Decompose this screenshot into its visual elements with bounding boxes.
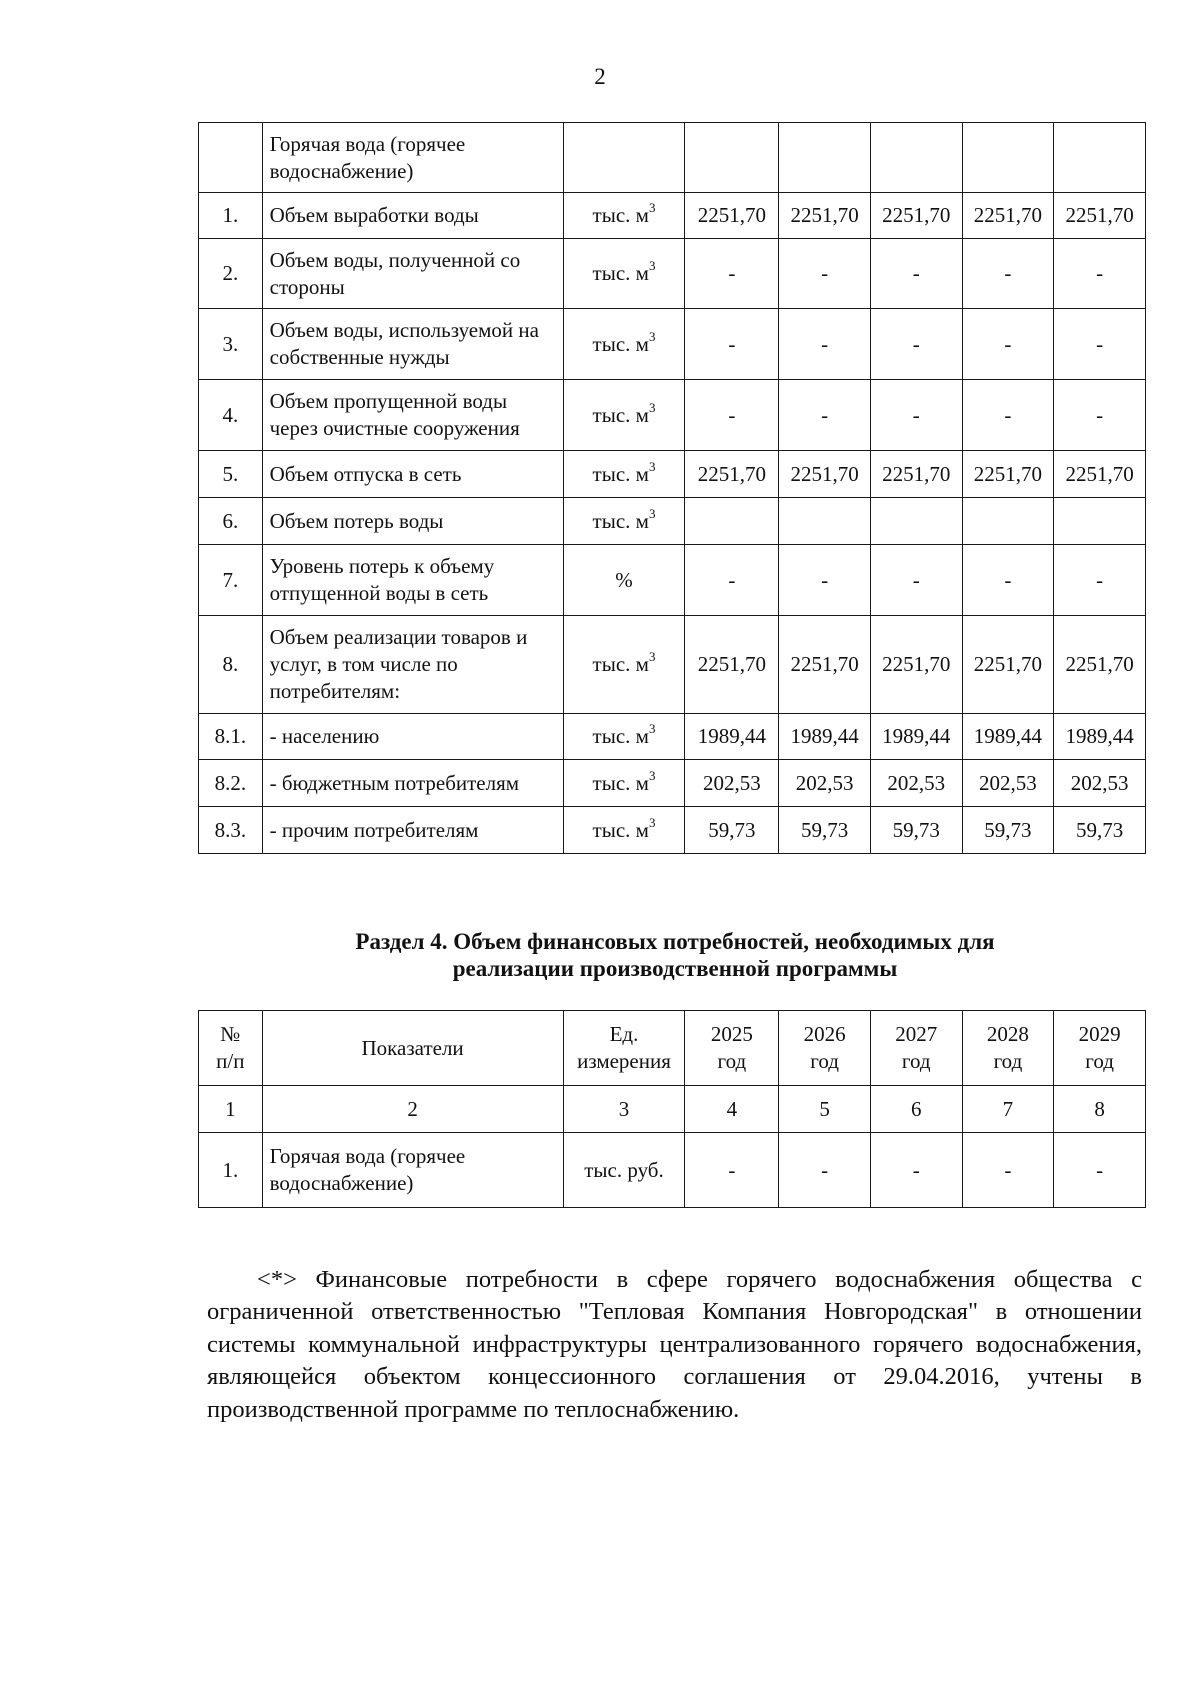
row-number: 2. <box>199 239 263 309</box>
production-volume-table <box>198 122 1146 854</box>
value-2029: - <box>1054 545 1146 616</box>
table-row <box>199 498 1146 545</box>
column-index: 2 <box>262 1086 563 1133</box>
table-row <box>199 807 1146 854</box>
indicator-name: - прочим потребителям <box>262 807 563 854</box>
header-unit: Ед. измерения <box>563 1011 685 1086</box>
header-indicators: Показатели <box>262 1011 563 1086</box>
indicator-name: Горячая вода (горячее водоснабжение) <box>262 1133 563 1208</box>
section-4-title <box>150 928 1200 982</box>
value-2026: 2251,70 <box>779 451 871 498</box>
column-index: 6 <box>870 1086 962 1133</box>
unit-text: тыс. м <box>592 461 649 486</box>
indicator-name: Объем пропущенной воды через очистные сооружения <box>262 380 563 451</box>
value-2026: - <box>779 545 871 616</box>
value-2027: - <box>870 239 962 309</box>
unit-text: тыс. м <box>592 508 649 533</box>
indicator-name: Объем воды, полученной со стороны <box>262 239 563 309</box>
value-2026: - <box>779 1133 871 1208</box>
table-row <box>199 760 1146 807</box>
value-2025: - <box>685 545 779 616</box>
value-2026 <box>779 498 871 545</box>
value-2027: 59,73 <box>870 807 962 854</box>
value-2026: - <box>779 309 871 380</box>
column-index: 1 <box>199 1086 263 1133</box>
value-2029: - <box>1054 1133 1146 1208</box>
unit-cell <box>563 545 685 616</box>
table-row <box>199 193 1146 239</box>
value-2026: 202,53 <box>779 760 871 807</box>
value-2029: 2251,70 <box>1054 616 1146 714</box>
unit-text: % <box>615 567 633 592</box>
column-index: 4 <box>685 1086 779 1133</box>
financial-needs-table <box>198 1010 1146 1208</box>
value-2028: 59,73 <box>962 807 1054 854</box>
section-title-line-2: реализации производственной программы <box>452 956 898 981</box>
unit-text: тыс. м <box>592 724 649 748</box>
value-2027: - <box>870 545 962 616</box>
value-2025: - <box>685 309 779 380</box>
unit-cell: тыс. руб. <box>563 1133 685 1208</box>
unit-cell <box>563 760 685 807</box>
row-number: 4. <box>199 380 263 451</box>
unit-cell <box>563 380 685 451</box>
value-2028: 2251,70 <box>962 193 1054 239</box>
unit-superscript: 3 <box>648 200 656 215</box>
indicator-name: Объем потерь воды <box>262 498 563 545</box>
unit-text: тыс. м <box>592 770 649 795</box>
value-2028: 2251,70 <box>962 451 1054 498</box>
table-row <box>199 239 1146 309</box>
value-2029: - <box>1054 239 1146 309</box>
unit-text: тыс. м <box>592 817 649 842</box>
value-2029: - <box>1054 380 1146 451</box>
indicator-name: Объем выработки воды <box>262 193 563 239</box>
row-number: 1. <box>199 1133 263 1208</box>
row-number: 8.2. <box>199 760 263 807</box>
unit-text: тыс. м <box>592 261 649 285</box>
value-2027: 1989,44 <box>870 714 962 760</box>
unit-text: тыс. м <box>592 402 649 427</box>
column-index: 8 <box>1054 1086 1146 1133</box>
header-year-2028: 2028 год <box>962 1011 1054 1086</box>
row-number: 3. <box>199 309 263 380</box>
value-2029: 2251,70 <box>1054 451 1146 498</box>
value-2025: 1989,44 <box>685 714 779 760</box>
table-row <box>199 451 1146 498</box>
value-2029: 1989,44 <box>1054 714 1146 760</box>
table-header-row <box>199 1011 1146 1086</box>
unit-superscript: 3 <box>648 458 656 474</box>
value-2026: - <box>779 380 871 451</box>
table-row <box>199 545 1146 616</box>
unit-text: тыс. м <box>592 331 649 356</box>
header-year-2025: 2025 год <box>685 1011 779 1086</box>
row-number: 5. <box>199 451 263 498</box>
unit-cell <box>563 616 685 714</box>
value-2028: 1989,44 <box>962 714 1054 760</box>
row-number: 8. <box>199 616 263 714</box>
unit-cell <box>563 714 685 760</box>
header-num: № п/п <box>199 1011 263 1086</box>
unit-superscript: 3 <box>648 814 656 830</box>
unit-superscript: 3 <box>648 505 656 521</box>
row-number: 8.3. <box>199 807 263 854</box>
table-row <box>199 1133 1146 1208</box>
value-2029 <box>1054 498 1146 545</box>
table-header-row <box>199 123 1146 193</box>
value-2025: - <box>685 239 779 309</box>
indicator-name: Объем реализации товаров и услуг, в том числе по потребителям: <box>262 616 563 714</box>
value-2026: 2251,70 <box>779 193 871 239</box>
value-2025: 202,53 <box>685 760 779 807</box>
value-2027 <box>870 498 962 545</box>
unit-superscript: 3 <box>648 328 656 344</box>
value-2027: - <box>870 1133 962 1208</box>
unit-superscript: 3 <box>648 721 656 736</box>
column-index: 5 <box>779 1086 871 1133</box>
value-2028: - <box>962 545 1054 616</box>
unit-text: тыс. м <box>592 203 649 227</box>
value-2025: 2251,70 <box>685 451 779 498</box>
header-year-2026: 2026 год <box>779 1011 871 1086</box>
column-index: 7 <box>962 1086 1054 1133</box>
unit-superscript: 3 <box>648 399 656 415</box>
value-2028: 2251,70 <box>962 616 1054 714</box>
table-row <box>199 380 1146 451</box>
value-2027: 2251,70 <box>870 451 962 498</box>
row-number: 7. <box>199 545 263 616</box>
page-number: 2 <box>594 64 606 89</box>
unit-cell <box>563 807 685 854</box>
value-2025: 2251,70 <box>685 616 779 714</box>
value-2028: - <box>962 309 1054 380</box>
unit-text: тыс. м <box>592 652 649 676</box>
value-2025 <box>685 498 779 545</box>
value-2029: - <box>1054 309 1146 380</box>
unit-cell <box>563 239 685 309</box>
unit-cell <box>563 498 685 545</box>
column-index: 3 <box>563 1086 685 1133</box>
value-2028 <box>962 498 1054 545</box>
value-2026: 1989,44 <box>779 714 871 760</box>
header-year-2027: 2027 год <box>870 1011 962 1086</box>
value-2029: 202,53 <box>1054 760 1146 807</box>
row-number: 6. <box>199 498 263 545</box>
unit-cell <box>563 451 685 498</box>
value-2028: 202,53 <box>962 760 1054 807</box>
value-2026: 2251,70 <box>779 616 871 714</box>
hot-water-group-label: Горячая вода (горячее водоснабжение) <box>262 123 563 193</box>
table-row <box>199 616 1146 714</box>
indicator-name: Объем отпуска в сеть <box>262 451 563 498</box>
indicator-name: - бюджетным потребителям <box>262 760 563 807</box>
table-row <box>199 714 1146 760</box>
value-2028: - <box>962 1133 1054 1208</box>
unit-superscript: 3 <box>648 258 656 273</box>
row-number: 8.1. <box>199 714 263 760</box>
table-row <box>199 309 1146 380</box>
header-year-2029: 2029 год <box>1054 1011 1146 1086</box>
value-2029: 59,73 <box>1054 807 1146 854</box>
unit-superscript: 3 <box>648 649 656 664</box>
unit-cell <box>563 193 685 239</box>
row-number: 1. <box>199 193 263 239</box>
value-2029: 2251,70 <box>1054 193 1146 239</box>
indicator-name: Уровень потерь к объему отпущенной воды в сеть <box>262 545 563 616</box>
value-2028: - <box>962 380 1054 451</box>
value-2025: 2251,70 <box>685 193 779 239</box>
column-index-row <box>199 1086 1146 1133</box>
unit-cell <box>563 309 685 380</box>
value-2027: 2251,70 <box>870 616 962 714</box>
value-2026: - <box>779 239 871 309</box>
value-2027: 202,53 <box>870 760 962 807</box>
footnote-paragraph: <*> Финансовые потребности в сфере горячего водоснабжения общества с ограниченной ответственностью "Тепловая Компания Новгородская" в отношении системы коммунальной инфраструктуры централизованного горячего водоснабжения, являющейся объектом концессионного соглашения от 29.04.2016, учтены в производственной программе по теплоснабжению. <box>207 1265 1142 1423</box>
unit-superscript: 3 <box>648 767 656 783</box>
value-2025: - <box>685 380 779 451</box>
value-2025: - <box>685 1133 779 1208</box>
value-2027: - <box>870 309 962 380</box>
section-title-line-1: Раздел 4. Объем финансовых потребностей, необходимых для <box>355 929 995 954</box>
value-2028: - <box>962 239 1054 309</box>
value-2027: - <box>870 380 962 451</box>
value-2027: 2251,70 <box>870 193 962 239</box>
indicator-name: - населению <box>262 714 563 760</box>
value-2026: 59,73 <box>779 807 871 854</box>
indicator-name: Объем воды, используемой на собственные нужды <box>262 309 563 380</box>
value-2025: 59,73 <box>685 807 779 854</box>
